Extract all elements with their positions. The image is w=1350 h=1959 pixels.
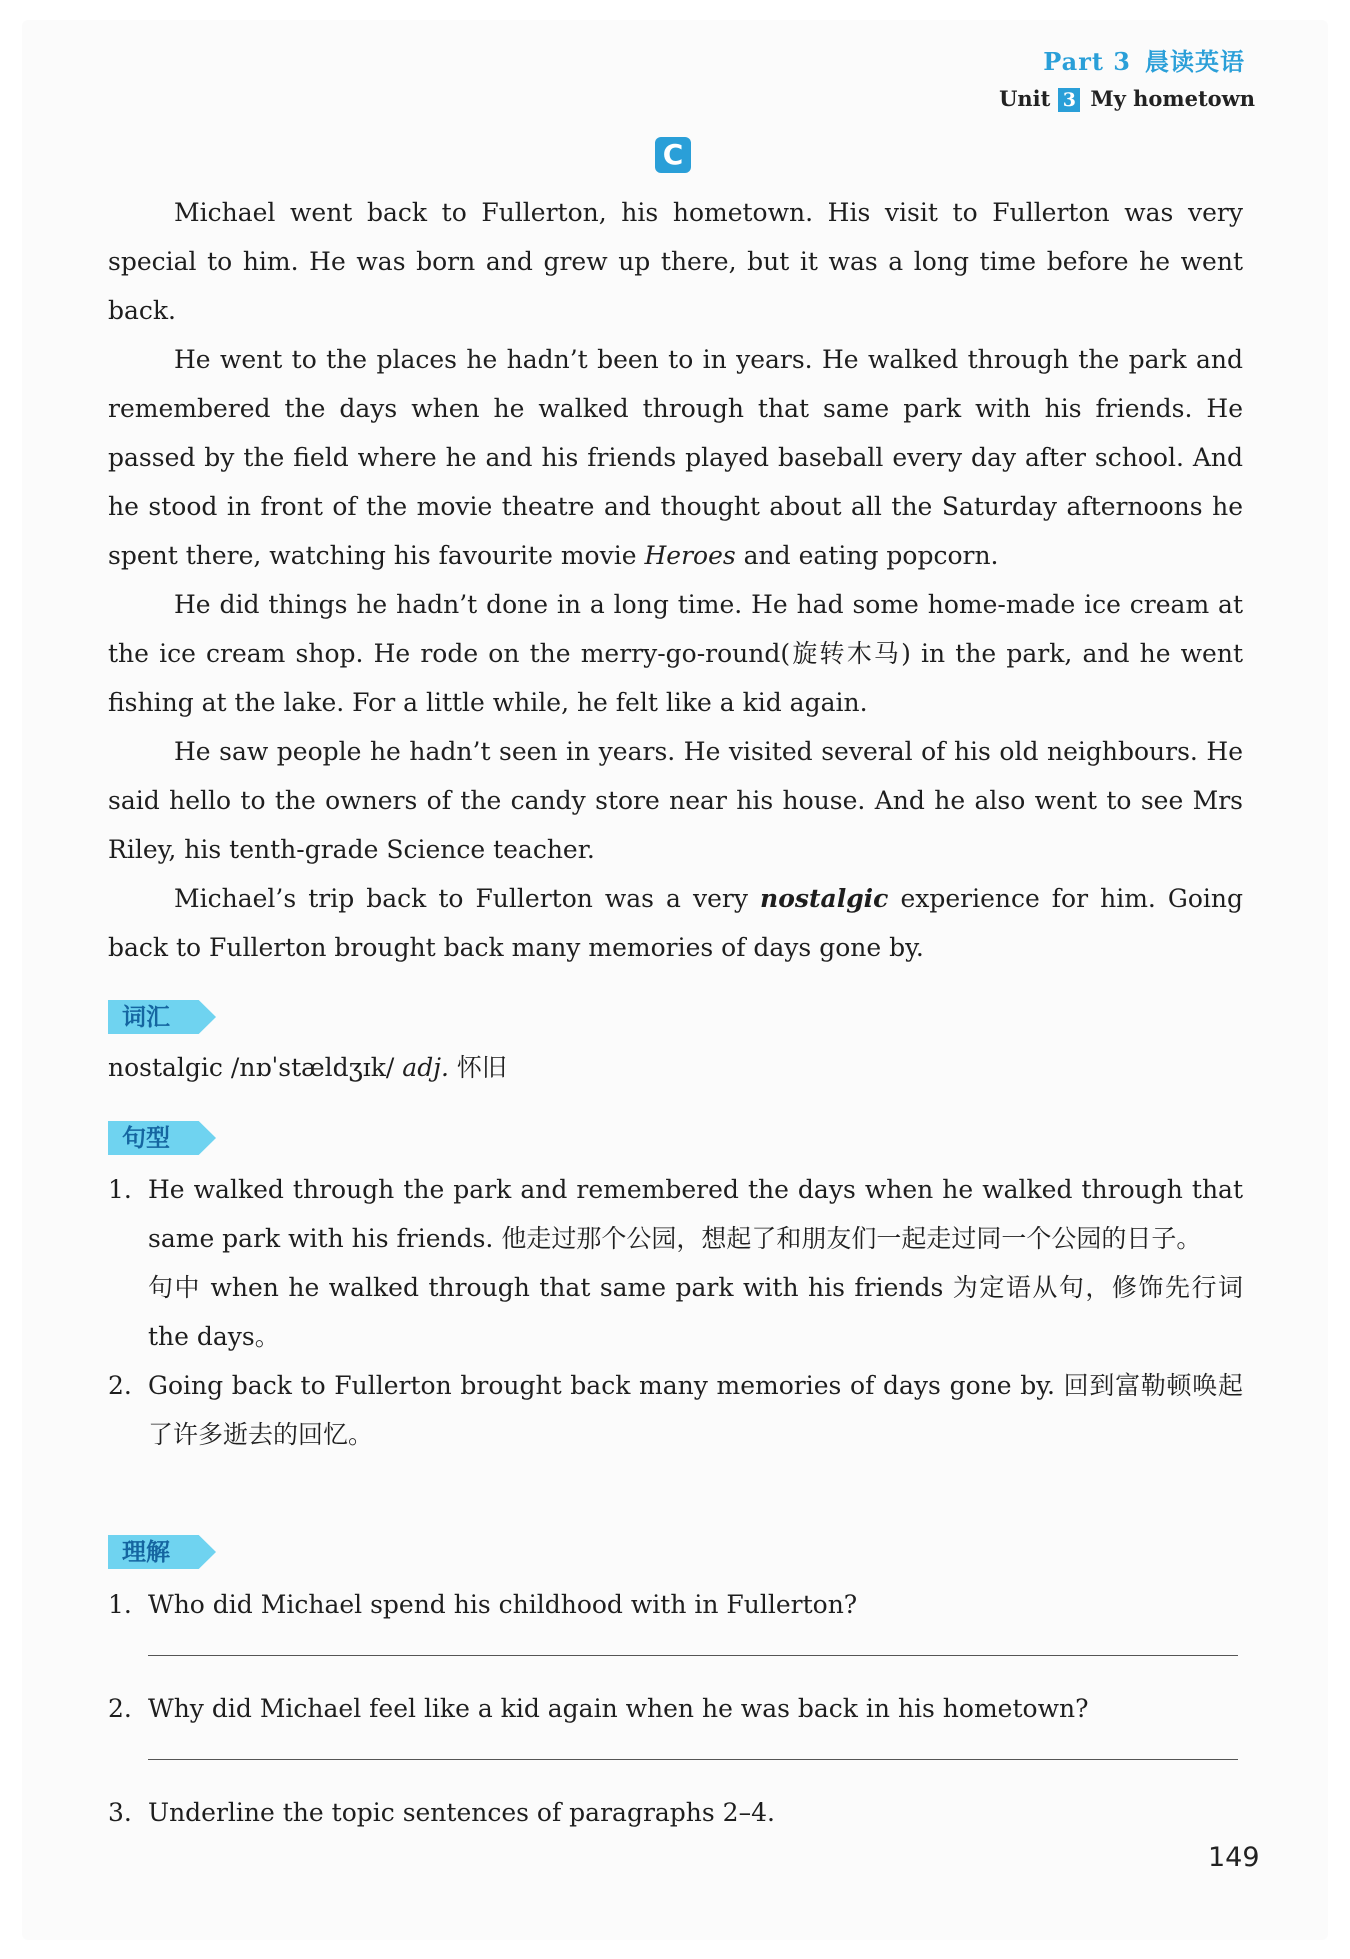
part-label: Part 3 <box>1043 47 1131 76</box>
question-item <box>108 1788 1243 1837</box>
paragraph-4: He saw people he hadn’t seen in years. He visited several of his old neighbours. He said hello to the owners of the candy store near his house. And he also went to see Mrs Riley, his tenth-grade Science teacher. <box>108 737 1243 864</box>
paragraph-3: He did things he hadn’t done in a long time. He had some home-made ice cream at the ice cream shop. He rode on the merry-go-round(旋转木马) in the park, and he went fishing at the lake. For a little while, he felt like a kid again. <box>108 590 1243 717</box>
question-number: 3. <box>108 1798 132 1827</box>
vocabulary-entry <box>108 1048 507 1088</box>
paragraph-5 <box>108 874 1243 972</box>
unit-label: Unit <box>999 86 1051 111</box>
pattern-sentence: Going back to Fullerton brought back many memories of days gone by. 回到富勒顿唤起了许多逝去的回忆。 <box>148 1371 1243 1449</box>
sentence-pattern-list <box>108 1165 1243 1459</box>
vocab-phonetic: /nɒˈstældʒɪk/ <box>230 1053 395 1082</box>
pattern-sentence: He walked through the park and remembered the days when he walked through that same park with his friends. 他走过那个公园，想起了和朋友们一起走过同一个公园的日子。 <box>148 1175 1243 1253</box>
movie-title: Heroes <box>644 541 736 570</box>
question-text: Why did Michael feel like a kid again when he was back in his hometown? <box>148 1694 1089 1723</box>
answer-line-1[interactable] <box>148 1655 1238 1656</box>
vocabulary-tag-label: 词汇 <box>122 1003 170 1031</box>
paragraph-2-text-end: and eating popcorn. <box>735 541 999 570</box>
comprehension-tag <box>108 1535 170 1569</box>
sentence-pattern-tag-label: 句型 <box>122 1124 170 1152</box>
question-number: 2. <box>108 1694 132 1723</box>
keyword-nostalgic: nostalgic <box>760 884 889 913</box>
paragraph-5-text-end: experience for him. Going back to Fullerton brought back many memories of days gone by. <box>108 884 1244 962</box>
pattern-note: 句中 when he walked through that same park with his friends 为定语从句，修饰先行词 the days。 <box>148 1273 1243 1351</box>
page-number: 149 <box>1208 1842 1260 1873</box>
paragraph-5-text: Michael’s trip back to Fullerton was a very <box>174 884 761 913</box>
question-text: Who did Michael spend his childhood with in Fullerton? <box>148 1590 858 1619</box>
reading-passage <box>108 188 1243 972</box>
pattern-number: 2. <box>108 1371 132 1400</box>
unit-number-badge: 3 <box>1058 88 1080 112</box>
unit-title: My hometown <box>1090 86 1255 111</box>
comprehension-questions <box>108 1580 1243 1837</box>
vocab-pos: adj. <box>402 1053 449 1082</box>
part-header <box>1043 42 1245 77</box>
paragraph-1: Michael went back to Fullerton, his hometown. His visit to Fullerton was very special to him. He was born and grew up there, but it was a long time before he went back. <box>108 198 1243 325</box>
unit-header <box>999 86 1255 112</box>
question-number: 1. <box>108 1590 132 1619</box>
part-title-cn: 晨读英语 <box>1145 48 1245 76</box>
paragraph-2 <box>108 335 1243 580</box>
question-item <box>108 1684 1243 1733</box>
vocabulary-tag <box>108 1000 170 1034</box>
pattern-item <box>108 1361 1243 1459</box>
vocab-word: nostalgic <box>108 1053 223 1082</box>
pattern-number: 1. <box>108 1175 132 1204</box>
paragraph-2-text: He went to the places he hadn’t been to in years. He walked through the park and remembered the days when he walked through that same park with his friends. He passed by the field where he and his friends played baseball every day after school. And he stood in front of the movie theatre and thought about all the Saturday afternoons he spent there, watching his favourite movie <box>108 345 1243 570</box>
vocab-meaning: 怀旧 <box>456 1053 507 1082</box>
comprehension-tag-label: 理解 <box>122 1538 170 1566</box>
question-item <box>108 1580 1243 1629</box>
section-letter-badge: C <box>655 137 691 173</box>
pattern-item <box>108 1165 1243 1361</box>
answer-line-2[interactable] <box>148 1759 1238 1760</box>
question-text: Underline the topic sentences of paragraphs 2–4. <box>148 1798 775 1827</box>
sentence-pattern-tag <box>108 1121 170 1155</box>
